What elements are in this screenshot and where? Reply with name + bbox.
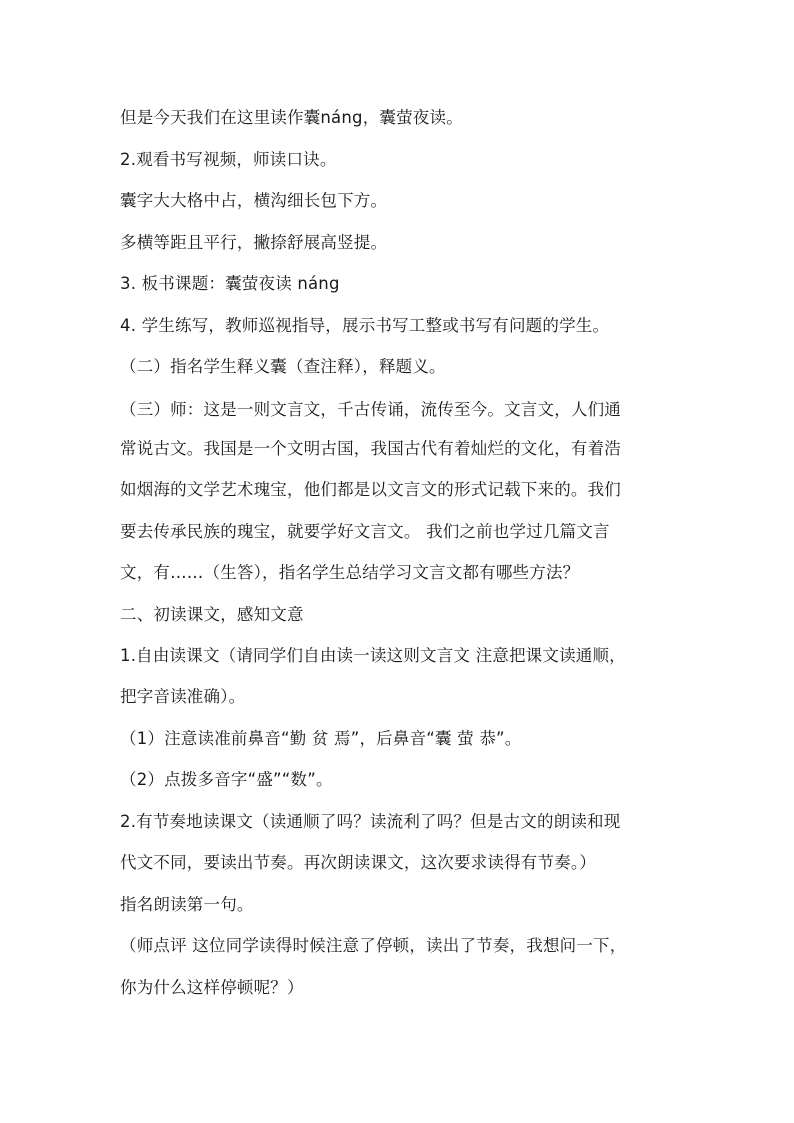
text-line-9: 常说古文。我国是一个文明古国，我国古代有着灿烂的文化，有着浩 [120, 439, 621, 458]
text-line-6: 4. 学生练写，教师巡视指导，展示书写工整或书写有问题的学生。 [120, 316, 610, 335]
text-line-4: 多横等距且平行，撇捺舒展高竖提。 [120, 233, 388, 252]
text-line-5: 3. 板书课题：囊萤夜读 náng [120, 274, 340, 293]
text-line-22: 你为什么这样停顿呢？） [120, 978, 304, 997]
text-line-11: 要去传承民族的瑰宝，就要学好文言文。 我们之前也学过几篇文言 [120, 522, 610, 541]
text-line-15: 把字音读准确）。 [120, 687, 246, 706]
text-line-17: （2）点拨多音字“盛”“数”。 [120, 770, 333, 789]
text-line-2: 2.观看书写视频，师读口诀。 [120, 150, 337, 169]
text-line-12: 文，有……（生答），指名学生总结学习文言文都有哪些方法？ [120, 563, 580, 582]
text-line-3: 囊字大大格中占，横沟细长包下方。 [120, 191, 388, 210]
section-heading: 二、初读课文，感知文意 [120, 605, 304, 624]
text-line-10: 如烟海的文学艺术瑰宝，他们都是以文言文的形式记载下来的。我们 [120, 480, 621, 499]
text-line-19: 代文不同，要读出节奏。再次朗读课文，这次要求读得有节奏。） [120, 853, 597, 872]
text-line-7: （二）指名学生释义囊（查注释），释题义。 [120, 357, 446, 376]
text-line-16: （1）注意读准前鼻音“勤 贫 焉”，后鼻音“囊 萤 恭”。 [120, 729, 522, 748]
text-line-21: （师点评 这位同学读得时候注意了停顿，读出了节奏，我想问一下， [120, 936, 627, 955]
text-line-18: 2.有节奏地读课文（读通顺了吗？读流利了吗？但是古文的朗读和现 [120, 812, 621, 831]
text-line-20: 指名朗读第一句。 [120, 895, 254, 914]
text-line-1: 但是今天我们在这里读作囊náng，囊萤夜读。 [120, 108, 463, 127]
text-line-8: （三）师：这是一则文言文，千古传诵，流传至今。文言文，人们通 [120, 400, 621, 419]
text-line-14: 1.自由读课文（请同学们自由读一读这则文言文 注意把课文读通顺， [120, 646, 626, 665]
